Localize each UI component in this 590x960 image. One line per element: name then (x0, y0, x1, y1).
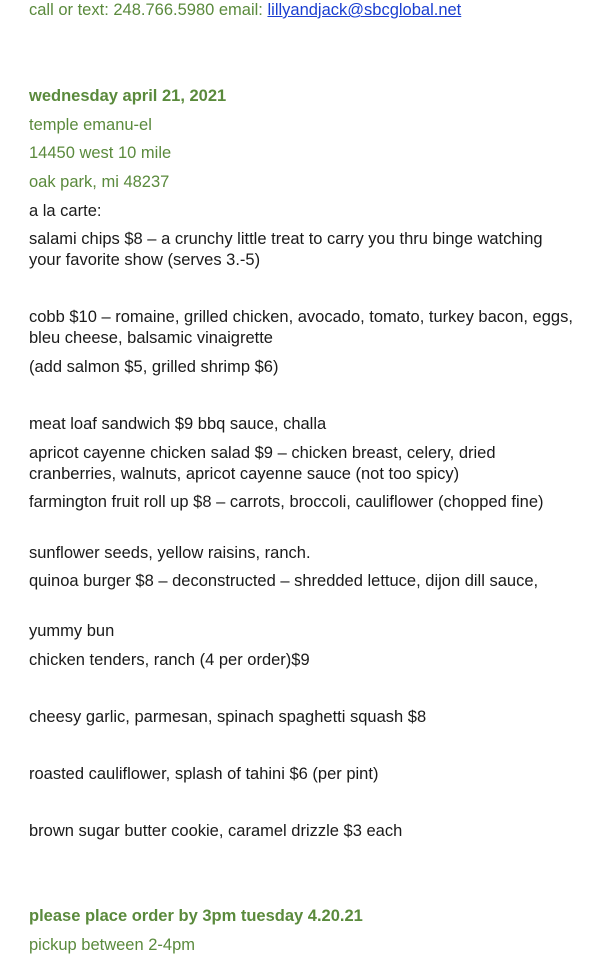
menu-item-quinoa: quinoa burger $8 – deconstructed – shredded lettuce, dijon dill sauce, (29, 572, 539, 590)
menu-item-fruit-roll-cont: sunflower seeds, yellow raisins, ranch. (29, 544, 311, 562)
event-street: 14450 west 10 mile (29, 144, 172, 162)
event-date: wednesday april 21, 2021 (29, 87, 227, 105)
contact-prefix: call or text: 248.766.5980 email: (29, 1, 268, 19)
email-link[interactable]: lillyandjack@sbcglobal.net (267, 1, 462, 19)
menu-item-tenders: chicken tenders, ranch (4 per order)$9 (29, 651, 310, 669)
menu-item-fruit-roll: farmington fruit roll up $8 – carrots, broccoli, cauliflower (chopped fine) (29, 493, 544, 511)
menu-item-quinoa-cont: yummy bun (29, 622, 115, 640)
contact-line (29, 0, 461, 20)
menu-item-chicken-salad: apricot cayenne chicken salad $9 – chicken breast, celery, dried cranberries, walnuts, apricot cayenne sauce (not too spicy) (29, 444, 496, 483)
menu-heading: a la carte: (29, 202, 102, 220)
menu-item-cobb: cobb $10 – romaine, grilled chicken, avocado, tomato, turkey bacon, eggs, bleu cheese, balsamic vinaigrette (29, 308, 573, 347)
event-city: oak park, mi 48237 (29, 173, 170, 191)
menu-item-spaghetti-squash: cheesy garlic, parmesan, spinach spaghetti squash $8 (29, 708, 427, 726)
menu-item-cookie: brown sugar butter cookie, caramel drizzle $3 each (29, 822, 403, 840)
menu-item-cauliflower: roasted cauliflower, splash of tahini $6 (per pint) (29, 765, 379, 783)
order-deadline: please place order by 3pm tuesday 4.20.21 (29, 907, 363, 925)
event-venue: temple emanu-el (29, 116, 152, 134)
menu-item-meat-loaf: meat loaf sandwich $9 bbq sauce, challa (29, 415, 327, 433)
menu-item-cobb-addons: (add salmon $5, grilled shrimp $6) (29, 358, 279, 376)
pickup-window: pickup between 2-4pm (29, 936, 196, 954)
menu-item-salami-chips: salami chips $8 – a crunchy little treat to carry you thru binge watching your favorite show (serves 3.-5) (29, 230, 543, 269)
